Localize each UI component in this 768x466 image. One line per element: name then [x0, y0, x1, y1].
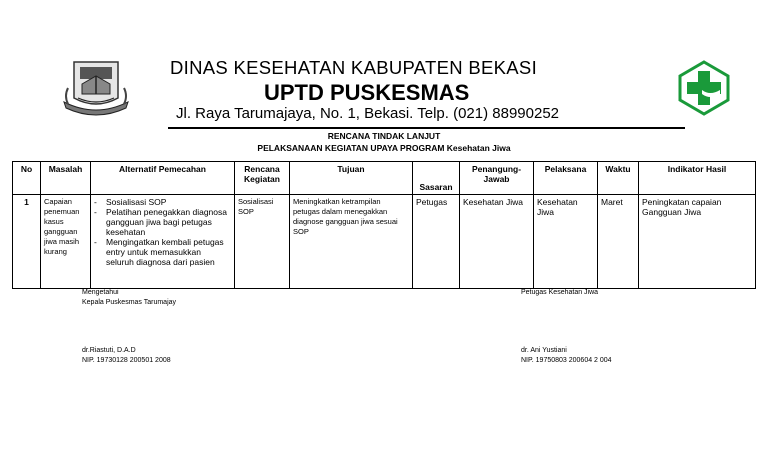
- sign-right-nip: NIP. 19750803 200604 2 004: [521, 357, 612, 364]
- header-sasaran: [413, 162, 460, 195]
- header-divider: [168, 127, 685, 129]
- table-row: [13, 195, 756, 289]
- header-no: No: [13, 162, 41, 195]
- header-alternatif: Alternatif Pemecahan: [91, 162, 235, 195]
- cell-rencana: Sosialisasi SOP: [235, 195, 290, 289]
- header-indikator: Indikator Hasil: [639, 162, 756, 195]
- header-tujuan: Tujuan: [290, 162, 413, 195]
- list-item: - Pelatihan penegakkan diagnosa gangguan jiwa bagi petugas kesehatan: [94, 207, 231, 237]
- puskesmas-cross-icon: [676, 60, 732, 116]
- unit-name: UPTD PUSKESMAS: [264, 80, 470, 105]
- cell-indikator: Peningkatan capaian Gangguan Jiwa: [639, 195, 756, 289]
- document-subtitle: PELAKSANAAN KEGIATAN UPAYA PROGRAM Kesehatan Jiwa: [257, 143, 511, 153]
- sign-left-name: dr.Riastuti, D.A.D: [82, 347, 136, 354]
- cell-no: 1: [13, 195, 41, 289]
- cell-tujuan: Meningkatkan ketrampilan petugas dalam menegakkan diagnose gangguan jiwa sesuai SOP: [290, 195, 413, 289]
- action-plan-table: [12, 161, 756, 289]
- alternatif-list: [94, 197, 231, 267]
- sign-right-line1: Petugas Kesehatan Jiwa: [521, 289, 599, 296]
- header-rencana: Rencana Kegiatan: [235, 162, 290, 195]
- header-sasaran-label: Sasaran: [419, 182, 453, 192]
- address: Jl. Raya Tarumajaya, No. 1, Bekasi. Telp. (021) 88990252: [176, 105, 559, 122]
- regency-crest-icon: [60, 58, 132, 118]
- header-waktu: Waktu: [598, 162, 639, 195]
- sign-left-nip: NIP. 19730128 200501 2008: [82, 357, 171, 364]
- list-item: - Sosialisasi SOP: [94, 197, 231, 207]
- list-item: - Mengingatkan kembali petugas entry untuk memasukkan seluruh diagnosa dari pasien: [94, 237, 231, 267]
- table-header-row: [13, 162, 756, 195]
- header-masalah: Masalah: [41, 162, 91, 195]
- cell-penanggung: Kesehatan Jiwa: [460, 195, 534, 289]
- sign-left-line1: Mengetahui: [82, 289, 119, 296]
- cell-masalah: Capaian penemuan kasus gangguan jiwa masih kurang: [41, 195, 91, 289]
- sign-left-line2: Kepala Puskesmas Tarumajay: [82, 299, 177, 306]
- cell-waktu: Maret: [598, 195, 639, 289]
- header-pelaksana: Pelaksana: [534, 162, 598, 195]
- cell-alternatif: [91, 195, 235, 289]
- sign-right-name: dr. Ani Yustiani: [521, 347, 567, 354]
- cell-sasaran: Petugas: [413, 195, 460, 289]
- document-title: RENCANA TINDAK LANJUT: [327, 131, 441, 141]
- header-penanggung: Penangung-Jawab: [460, 162, 534, 195]
- cell-pelaksana: Kesehatan Jiwa: [534, 195, 598, 289]
- organization-name: DINAS KESEHATAN KABUPATEN BEKASI: [170, 57, 538, 78]
